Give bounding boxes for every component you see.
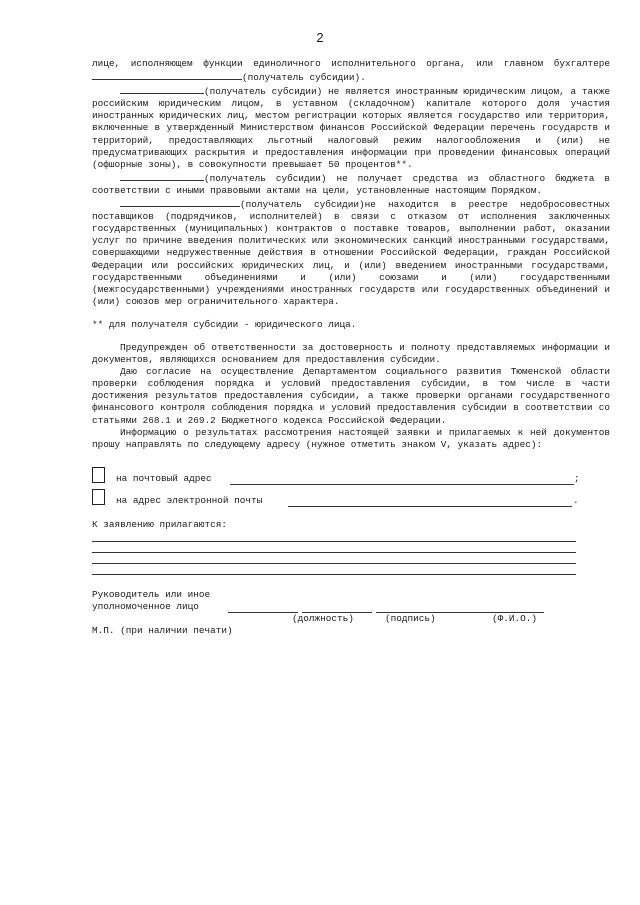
email-checkbox[interactable]: [92, 489, 105, 505]
recipient-blank-2[interactable]: [120, 171, 204, 181]
paragraph-1: [92, 58, 610, 84]
attachment-line-2[interactable]: [92, 542, 576, 553]
signer-role-line-2: уполномоченное лицо: [92, 600, 199, 612]
email-address-field[interactable]: [288, 496, 572, 507]
paragraph-2: [92, 84, 610, 171]
postal-checkbox[interactable]: [92, 467, 105, 483]
spacer: [92, 575, 610, 589]
document-body: [92, 58, 610, 639]
signer-role-line-1: Руководитель или иное: [92, 588, 211, 600]
postal-address-field[interactable]: [230, 474, 574, 485]
page-number: 2: [316, 30, 324, 45]
paragraph-1-tail: (получатель субсидии).: [242, 72, 366, 84]
email-label: на адрес электронной почты: [116, 494, 263, 506]
paragraph-5: Предупрежден об ответственности за достоверность и полноту представляемых информации и документов, являющихся основанием для предоставления субсидии.: [92, 341, 610, 366]
position-line[interactable]: [228, 602, 298, 613]
signature-block: [92, 589, 610, 639]
option-email: [92, 489, 610, 511]
signature-caption: (подпись): [385, 612, 436, 624]
postal-label: на почтовый адрес: [116, 472, 212, 484]
paragraph-2-text: (получатель субсидии) не является иностранным юридическим лицом, а также российским юридическим лицом, в уставном (складочном) капитале которого доля участия иностранных юридических лиц, местом регистрации которых является государство или территория, включенные в утвержденный Министерством финансов Российской Федерации перечень государств и территорий, предоставляющих льготный налоговый режим налогообложения и (или) не предусматривающих раскрытия и предоставления информации при проведении финансовых операций (офшорные зоны), в совокупности превышает 50 процентов**.: [92, 86, 610, 170]
paragraph-4: [92, 197, 610, 308]
attachment-line-1[interactable]: [92, 531, 576, 542]
name-caption: (Ф.И.О.): [492, 612, 538, 624]
paragraph-7: Информацию о результатах рассмотрения настоящей заявки и прилагаемых к ней документов прошу направлять по следующему адресу (нужное отметить знаком V, указать адрес):: [92, 426, 610, 450]
paragraph-4-text: (получатель субсидии)не находится в реестре недобросовестных поставщиков (подрядчиков, исполнителей) в связи с отказом от исполнения заключенных государственных (муниципальных) контрактов о поставке товаров, выполнении работ, оказании услуг по причине введения политических или экономических санкций иностранными государствами, совершающими недружественные действия в отношении Российской Федерации, граждан Российской Федерации или российских юридических лиц, и (или) введением иностранными государствами, государственными объединениями и (или) союзами и (или) государственными (межгосударственными) учреждениями иностранных государств или государственных объединений и (или) союзов мер ограничительного характера.: [92, 199, 610, 307]
option-postal: [92, 467, 610, 489]
signature-line[interactable]: [302, 602, 372, 613]
spacer: [92, 308, 610, 319]
spacer: [92, 331, 610, 342]
paragraph-3: [92, 171, 610, 197]
footnote: ** для получателя субсидии - юридического лица.: [92, 318, 357, 330]
paragraph-1-text: лице, исполняющем функции единоличного исполнительного органа, или главном бухгалтере: [92, 58, 610, 69]
stamp-caption: М.П. (при наличии печати): [92, 624, 233, 636]
postal-end: ;: [574, 472, 580, 484]
paragraph-6: Даю согласие на осуществление Департаментом социального развития Тюменской области проверки соблюдения порядка и условий предоставления субсидии, в том числе в части достижения результатов предоставления субсидии, а также проверки органами государственного финансового контроля соблюдения порядка и условий предоставления субсидии в соответствии со статьями 268.1 и 269.2 Бюджетного кодекса Российской Федерации.: [92, 366, 610, 426]
chief-accountant-blank[interactable]: [92, 70, 242, 80]
name-line[interactable]: [376, 602, 544, 613]
recipient-blank-3[interactable]: [120, 197, 240, 207]
recipient-blank-1[interactable]: [120, 84, 204, 94]
paragraph-3-text: (получатель субсидии) не получает средства из областного бюджета в соответствии с иными правовыми актами на цели, установленные настоящим Порядком.: [92, 172, 610, 196]
attachments-label: К заявлению прилагаются:: [92, 518, 228, 530]
spacer: [92, 451, 610, 467]
attachment-line-3[interactable]: [92, 553, 576, 564]
attachment-line-4[interactable]: [92, 564, 576, 575]
spacer: [92, 511, 610, 519]
email-end: .: [573, 494, 579, 506]
position-caption: (должность): [292, 612, 354, 624]
